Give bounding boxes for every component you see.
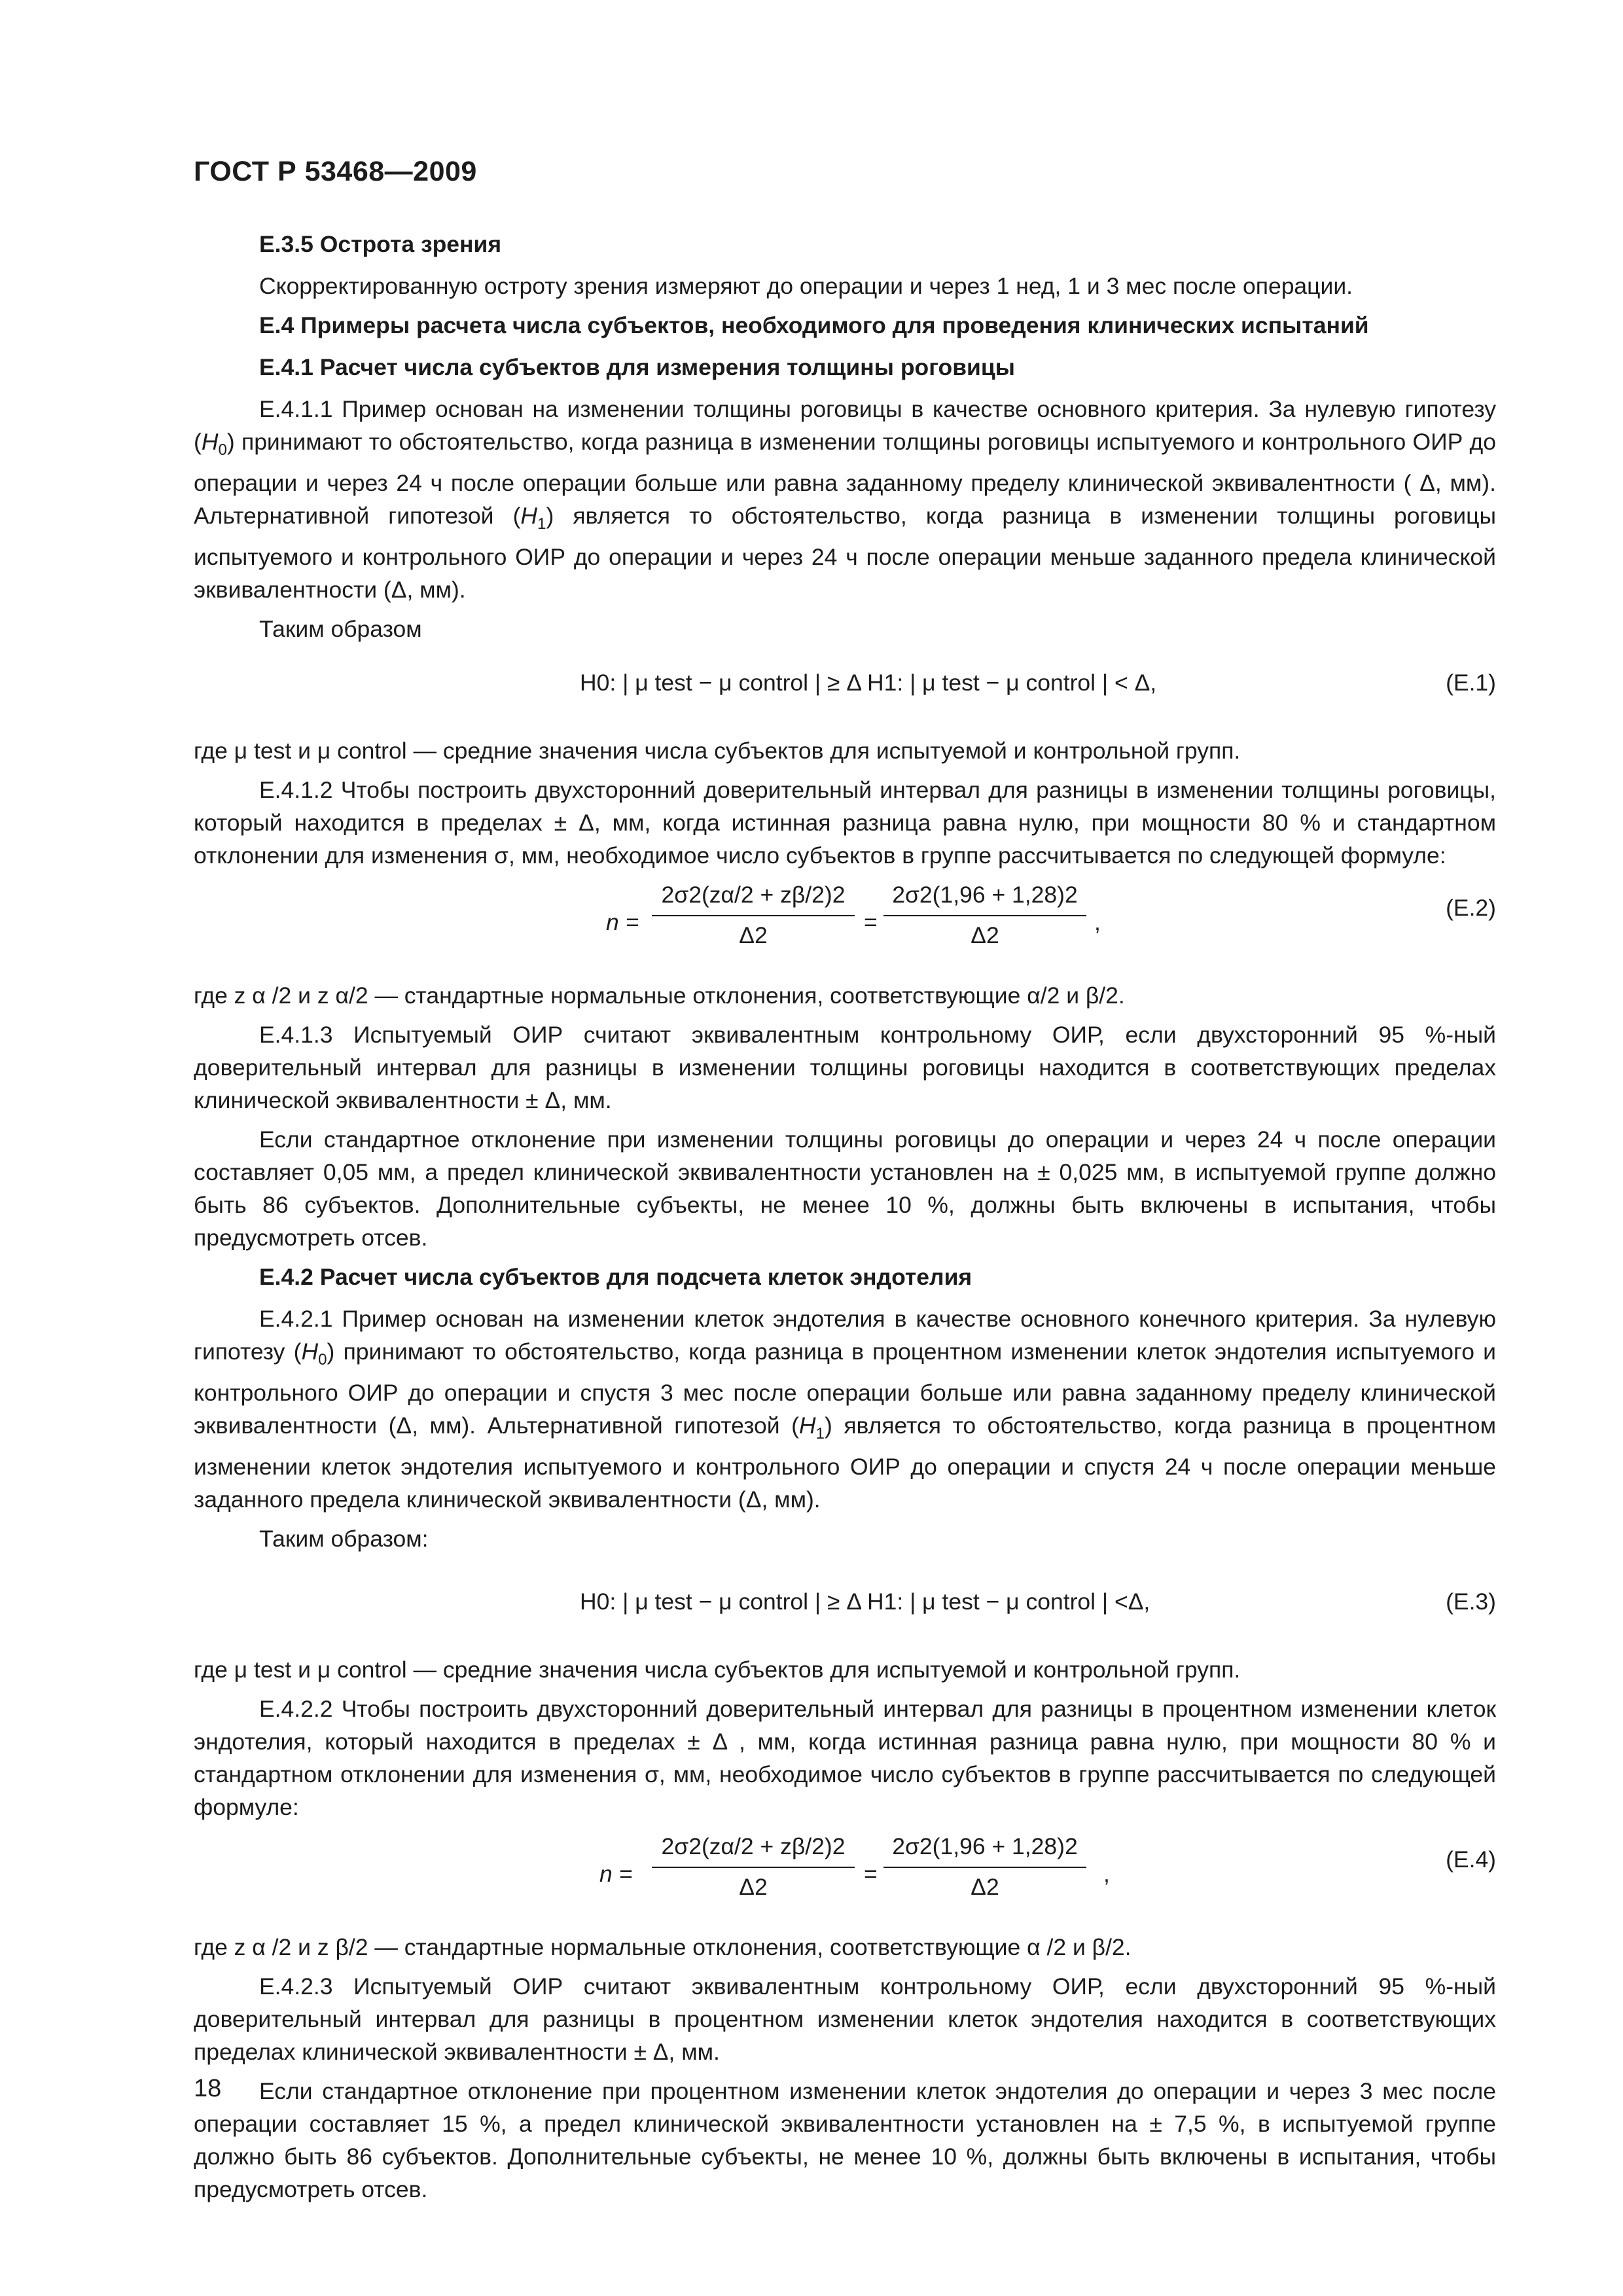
paragraph-e35: Скорректированную остроту зрения измеряют до операции и через 1 нед, 1 и 3 мес после операции.	[259, 273, 1353, 299]
equation-e1	[194, 652, 1496, 715]
e411-text-b: ) принимают то обстоятельство, когда разница в изменении толщины роговицы испытуемого и контрольного ОИР до операции и через 24 ч после операции больше или равна заданному пределу клинической эквивалентности ( Δ, мм). Альтернативной гипотезой (	[194, 429, 1496, 529]
symbol-h: H	[301, 1338, 319, 1365]
equation-e4-comma: ,	[1103, 1861, 1110, 1888]
symbol-sub-1: 1	[537, 515, 546, 533]
paragraph-where-1: где μ test и μ control — средние значения числа субъектов для испытуемой и контрольной групп.	[194, 738, 1241, 764]
paragraph-where-4: где z α /2 и z β/2 — стандартные нормальные отклонения, соответствующие α /2 и β/2.	[194, 1934, 1132, 1961]
equation-e3-number: (Е.3)	[1446, 1588, 1496, 1615]
e421-text-b: ) принимают то обстоятельство, когда разница в процентном изменении клеток эндотелия испытуемого и контрольного ОИР до операции и спустя 3 мес после операции больше или равна заданному пределу клинической эквивалентности (Δ, мм). Альтернативной гипотезой (	[194, 1338, 1496, 1439]
paragraph-thus-1: Таким образом	[259, 616, 422, 643]
equation-e3-formula: H0: | μ test − μ control | ≥ Δ H1: | μ test − μ control | <Δ,	[580, 1588, 1150, 1615]
fraction-numerator: 2σ2(1,96 + 1,28)2	[883, 1830, 1086, 1868]
page-number: 18	[194, 2075, 222, 2102]
paragraph-where-2: где z α /2 и z α/2 — стандартные нормальные отклонения, соответствующие α/2 и β/2.	[194, 982, 1125, 1009]
equation-e2-fraction-left	[652, 878, 855, 952]
equation-e4-number: (Е.4)	[1446, 1846, 1496, 1873]
symbol-sub-1: 1	[815, 1425, 825, 1443]
equation-e1-formula: H0: | μ test − μ control | ≥ Δ H1: | μ test − μ control | < Δ,	[580, 670, 1157, 696]
equation-e2-equals: =	[864, 909, 878, 936]
equation-e2-comma: ,	[1094, 909, 1101, 936]
equation-e4-equals: =	[864, 1861, 878, 1888]
equation-e4-fraction-right	[883, 1830, 1086, 1903]
e411-text-a: Е.4.1.1 Пример основан на изменении толщины роговицы в качестве основного критерия. За нулевую гипотезу (	[194, 396, 1496, 455]
paragraph-e421	[194, 1302, 1496, 1516]
equation-e2-fraction-right	[883, 878, 1086, 952]
symbol-sub-0: 0	[218, 441, 227, 459]
section-title-e4: Е.4 Примеры расчета числа субъектов, необходимого для проведения клинических испытаний	[259, 312, 1369, 338]
equation-e4-lhs: n =	[599, 1861, 633, 1888]
paragraph-e422: Е.4.2.2 Чтобы построить двухсторонний доверительный интервал для разницы в процентном изменении клеток эндотелия, который находится в пределах ± Δ , мм, когда истинная разница равна нулю, при мощности 80 % и стандартном отклонении для изменения σ, мм, необходимое число субъектов в группе рассчитывается по следующей формуле:	[194, 1696, 1496, 1821]
section-title-e42: Е.4.2 Расчет числа субъектов для подсчета клеток эндотелия	[259, 1264, 972, 1291]
equation-e2	[194, 878, 1496, 977]
document-body	[194, 228, 1496, 2212]
paragraph-e412: Е.4.1.2 Чтобы построить двухсторонний доверительный интервал для разницы в изменении толщины роговицы, который находится в пределах ± Δ, мм, когда истинная разница равна нулю, при мощности 80 % и стандартном отклонении для изменения σ, мм, необходимое число субъектов в группе рассчитывается по следующей формуле:	[194, 777, 1496, 869]
section-title-e41: Е.4.1 Расчет числа субъектов для измерения толщины роговицы	[259, 354, 1015, 380]
fraction-numerator: 2σ2(zα/2 + zβ/2)2	[652, 878, 855, 916]
paragraph-e413-2: Если стандартное отклонение при изменении толщины роговицы до операции и через 24 ч после операции составляет 0,05 мм, а предел клинической эквивалентности установлен на ± 0,025 мм, в испытуемой группе должно быть 86 субъектов. Дополнительные субъекты, не менее 10 %, должны быть включены в испытания, чтобы предусмотреть отсев.	[194, 1126, 1496, 1251]
fraction-denominator: Δ2	[971, 922, 999, 949]
fraction-denominator: Δ2	[739, 1874, 768, 1901]
paragraph-thus-2: Таким образом:	[259, 1526, 429, 1552]
symbol-h: H	[520, 503, 538, 529]
equation-e2-number: (Е.2)	[1446, 895, 1496, 922]
equation-e4	[194, 1830, 1496, 1928]
e411-text-c: ) является то обстоятельство, когда разница в изменении толщины роговицы испытуемого и контрольного ОИР до операции и через 24 ч после операции меньше заданного предела клинической эквивалентности (Δ, мм).	[194, 503, 1496, 603]
paragraph-e411	[194, 393, 1496, 606]
paragraph-where-3: где μ test и μ control — средние значения числа субъектов для испытуемой и контрольной групп.	[194, 1657, 1241, 1683]
symbol-h: H	[798, 1412, 816, 1439]
fraction-denominator: Δ2	[971, 1874, 999, 1901]
symbol-h: H	[201, 429, 219, 455]
equation-e2-lhs: n =	[606, 909, 639, 936]
section-title-e35: Е.3.5 Острота зрения	[259, 231, 502, 257]
equation-e3	[194, 1562, 1496, 1634]
paragraph-e423-2: Если стандартное отклонение при процентном изменении клеток эндотелия до операции и через 3 мес после операции составляет 15 %, а предел клинической эквивалентности установлен на ± 7,5 %, в испытуемой группе должно быть 86 субъектов. Дополнительные субъекты, не менее 10 %, должны быть включены в испытания, чтобы предусмотреть отсев.	[194, 2078, 1496, 2203]
fraction-numerator: 2σ2(1,96 + 1,28)2	[883, 878, 1086, 916]
equation-e4-fraction-left	[652, 1830, 855, 1903]
document-header: ГОСТ Р 53468—2009	[194, 156, 477, 187]
fraction-numerator: 2σ2(zα/2 + zβ/2)2	[652, 1830, 855, 1868]
e421-text-a: Е.4.2.1 Пример основан на изменении клеток эндотелия в качестве основного конечного критерия. За нулевую гипотезу (	[194, 1306, 1496, 1365]
symbol-sub-0: 0	[318, 1351, 327, 1369]
equation-e1-number: (Е.1)	[1446, 670, 1496, 696]
paragraph-e423: Е.4.2.3 Испытуемый ОИР считают эквивалентным контрольному ОИР, если двухсторонний 95 %-ный доверительный интервал для разницы в процентном изменении клеток эндотелия находится в соответствующих пределах клинической эквивалентности ± Δ, мм.	[194, 1973, 1496, 2066]
e421-text-c: ) является то обстоятельство, когда разница в процентном изменении клеток эндотелия испытуемого и контрольного ОИР до операции и спустя 24 ч после операции меньше заданного предела клинической эквивалентности (Δ, мм).	[194, 1412, 1496, 1513]
fraction-denominator: Δ2	[739, 922, 768, 949]
paragraph-e413: Е.4.1.3 Испытуемый ОИР считают эквивалентным контрольному ОИР, если двухсторонний 95 %-ный доверительный интервал для разницы в изменении толщины роговицы находится в соответствующих пределах клинической эквивалентности ± Δ, мм.	[194, 1022, 1496, 1114]
